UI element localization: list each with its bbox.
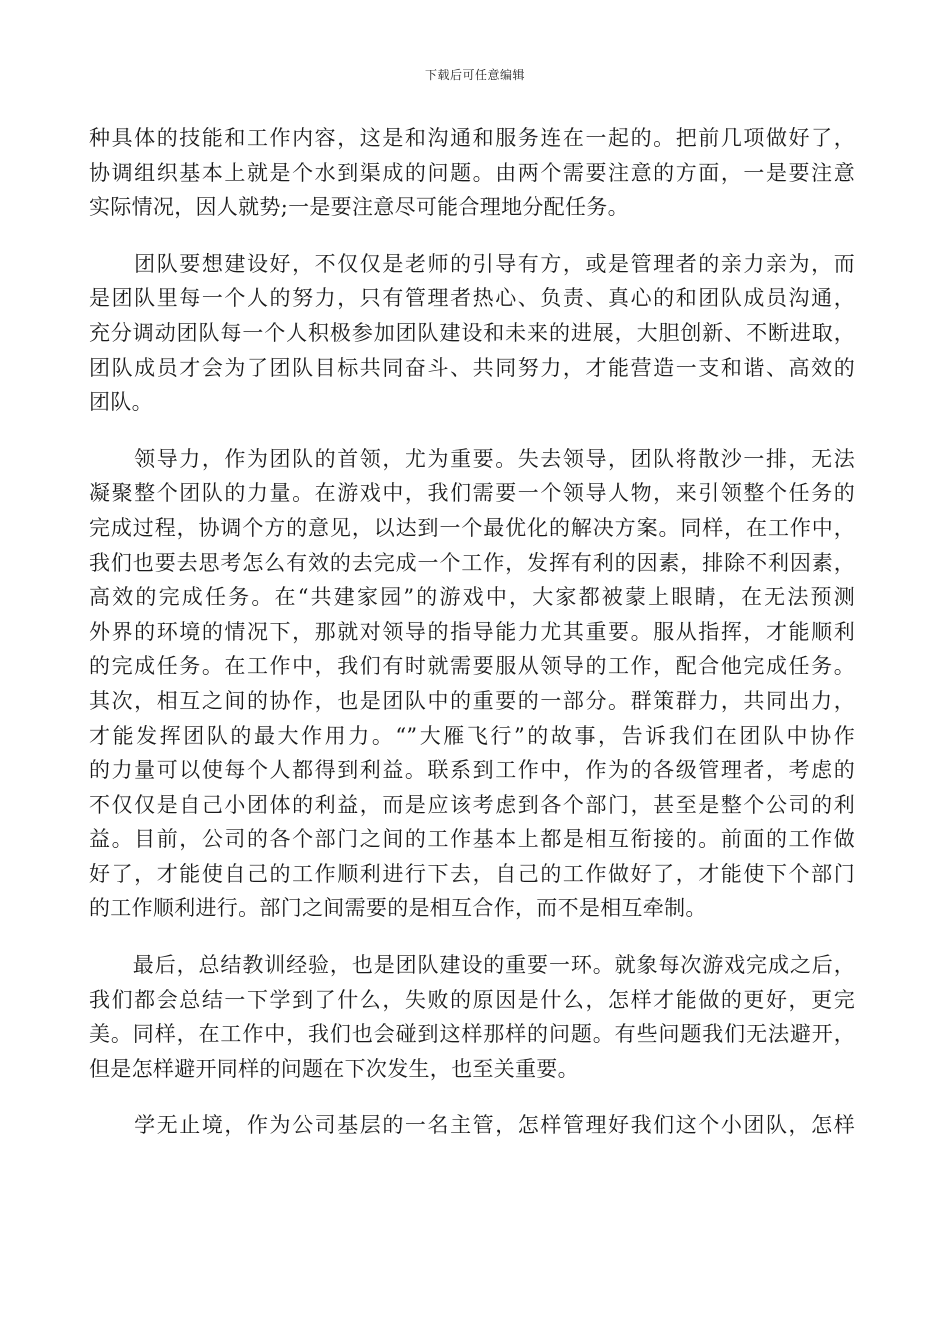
text-line: 团队成员才会为了团队目标共同奋斗、共同努力，才能营造一支和谐、高效的 [89,355,855,380]
text-line: 充分调动团队每一个人积极参加团队建设和未来的进展，大胆创新、不断进取， [89,320,855,345]
text-line: 的工作顺利进行。部门之间需要的是相互合作，而不是相互牵制。 [89,896,707,921]
text-line: 实际情况，因人就势;一是要注意尽可能合理地分配任务。 [89,195,629,220]
text-line: 最后，总结教训经验，也是团队建设的重要一环。就象每次游戏完成之后， [89,953,855,978]
text-line: 好了，才能使自己的工作顺利进行下去，自己的工作做好了，才能使下个部门 [89,861,855,886]
text-line: 外界的环境的情况下，那就对领导的指导能力尤其重要。服从指挥，才能顺利 [89,619,855,644]
paragraph [89,948,855,1086]
text-line: 但是怎样避开同样的问题在下次发生，也至关重要。 [89,1056,579,1081]
text-line: 协调组织基本上就是个水到渠成的问题。由两个需要注意的方面，一是要注意 [89,160,855,185]
text-line: 我们都会总结一下学到了什么，失败的原因是什么，怎样才能做的更好，更完 [89,987,855,1012]
text-line: 完成过程，协调个方的意见，以达到一个最优化的解决方案。同样，在工作中， [89,515,855,540]
text-line: 才能发挥团队的最大作用力。“”大雁飞行”的故事，告诉我们在团队中协作 [89,723,855,748]
text-line: 是团队里每一个人的努力，只有管理者热心、负责、真心的和团队成员沟通， [89,286,855,311]
text-line: 学无止境，作为公司基层的一名主管，怎样管理好我们这个小团队，怎样 [89,1113,855,1138]
document-body [89,121,855,1165]
text-line: 益。目前，公司的各个部门之间的工作基本上都是相互衔接的。前面的工作做 [89,827,855,852]
page-header: 下载后可任意编辑 [424,68,525,82]
text-line: 我们也要去思考怎么有效的去完成一个工作，发挥有利的因素，排除不利因素， [89,550,855,575]
paragraph [89,121,855,225]
text-line: 种具体的技能和工作内容，这是和沟通和服务连在一起的。把前几项做好了， [89,126,855,150]
paragraph [89,247,855,420]
text-line: 团队要想建设好，不仅仅是老师的引导有方，或是管理者的亲力亲为，而 [89,251,855,276]
text-line: 团队。 [89,390,153,415]
text-line: 的完成任务。在工作中，我们有时就需要服从领导的工作，配合他完成任务。 [89,654,855,679]
paragraph [89,1108,855,1143]
text-line: 其次，相互之间的协作，也是团队中的重要的一部分。群策群力，共同出力， [89,688,855,713]
text-line: 的力量可以使每个人都得到利益。联系到工作中，作为的各级管理者，考虑的 [89,758,855,783]
text-line: 美。同样，在工作中，我们也会碰到这样那样的问题。有些问题我们无法避开， [89,1022,855,1047]
text-line: 不仅仅是自己小团体的利益，而是应该考虑到各个部门，甚至是整个公司的利 [89,792,855,817]
text-line: 高效的完成任务。在“共建家园”的游戏中，大家都被蒙上眼睛，在无法预测 [89,585,855,610]
text-line: 凝聚整个团队的力量。在游戏中，我们需要一个领导人物，来引领整个任务的 [89,481,855,506]
paragraph [89,442,855,926]
text-line: 领导力，作为团队的首领，尤为重要。失去领导，团队将散沙一排，无法 [89,446,855,471]
